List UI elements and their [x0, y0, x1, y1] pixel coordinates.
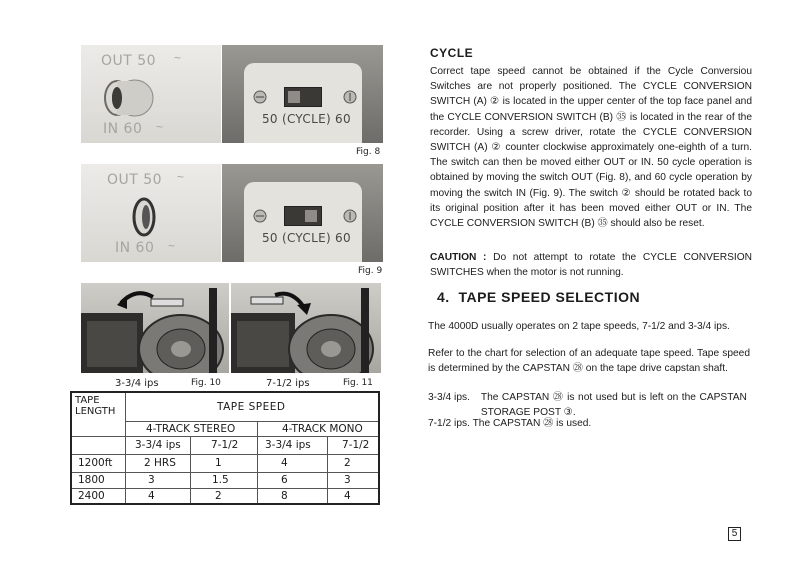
table-row-length: 1200ft — [78, 457, 113, 469]
table-cell: 4 — [281, 457, 288, 469]
cycle-heading: CYCLE — [430, 46, 474, 60]
fig9-knob-photo — [81, 164, 221, 262]
cycle-symbol-icon: ~ — [177, 170, 185, 184]
speed-item-1-speed: 3-3/4 ips. — [428, 392, 470, 403]
caution-label: CAUTION : — [430, 252, 487, 263]
speed-header: 7-1/2 — [211, 439, 239, 451]
table-cell: 3 — [344, 474, 351, 486]
capstan-illustration — [231, 283, 381, 373]
table-cell: 4 — [148, 490, 155, 502]
table-cell: 4 — [344, 490, 351, 502]
speed-item-1-text: The CAPSTAN ㉘ is not used but is left on the CAPSTAN STORAGE POST ③. — [480, 392, 747, 419]
tape-speed-paragraph-2: Refer to the chart for selection of an adequate tape speed. Tape speed is determined by the CAPSTAN ㉘ on the tape drive capstan shaft. — [428, 348, 750, 375]
screw-icon — [252, 89, 268, 105]
tape-speed-paragraph-1: The 4000D usually operates on 2 tape speeds, 7-1/2 and 3-3/4 ips. — [428, 321, 730, 332]
table-cell: 6 — [281, 474, 288, 486]
caution-text: Do not attempt to rotate the CYCLE CONVERSION SWITCHES when the motor is not running. — [430, 252, 752, 279]
stereo-group-header: 4-TRACK STEREO — [146, 423, 236, 435]
speed-item-2-text: The CAPSTAN ㉘ is used. — [472, 418, 592, 429]
table-row-length: 1800 — [78, 474, 105, 486]
tape-speed-title: TAPE SPEED — [217, 401, 286, 413]
cycle-paragraph: Correct tape speed cannot be obtained if the Cycle Conversiou Switches are not properly positioned. The CYCLE CONVERSION SWITCH (A) ② is located in the upper center of the top face panel and the CYCLE CONVERSION SWITCH (B) ㉟ is located in the rear of the recorder. Using a screw driver, rotate the CYCLE CONVERSION SWITCH (A) ② counter clockwise approximately one-eighth of a turn. The switch can then be moved either OUT or IN. 50 cycle operation is obtained by moving the switch OUT (Fig. 8), and 60 cycle operation by moving the switch IN (Fig. 9). The switch ② should be rotated back to its original position after it has been moved either OUT or IN. The CYCLE CONVERSION SWITCH (B) ㉟ should also be reset. — [430, 66, 752, 230]
fig8-switch-photo — [222, 45, 383, 143]
fig8-caption: Fig. 8 — [356, 147, 381, 157]
screw-icon — [252, 208, 268, 224]
table-cell: 8 — [281, 490, 288, 502]
capstan-illustration — [81, 283, 229, 373]
fig9-caption: Fig. 9 — [358, 266, 383, 276]
table-row-length: 2400 — [78, 490, 105, 502]
table-cell: 1 — [215, 457, 222, 469]
knob-in-icon — [129, 192, 159, 242]
fig11-caption: Fig. 11 — [343, 378, 373, 388]
screw-icon — [342, 208, 358, 224]
cycle-switch — [284, 87, 322, 107]
cycle-symbol-icon: ~ — [174, 51, 182, 65]
speed-header: 3-3/4 ips — [265, 439, 311, 451]
fig8-knob-photo — [81, 45, 221, 143]
fig11-speed-label: 7-1/2 ips — [266, 378, 310, 389]
tape-length-header: TAPE LENGTH — [75, 395, 116, 417]
tape-speed-heading: 4. TAPE SPEED SELECTION — [437, 289, 641, 305]
out-50-label: OUT 50 — [101, 53, 157, 69]
caution-block — [430, 250, 752, 280]
speed-header: 3-3/4 ips — [135, 439, 181, 451]
page-number: 5 — [728, 527, 741, 541]
screw-icon — [342, 89, 358, 105]
knob-out-icon — [99, 73, 159, 123]
cycle-symbol-icon: ~ — [168, 239, 176, 253]
mono-group-header: 4-TRACK MONO — [282, 423, 363, 435]
out-50-label: OUT 50 — [107, 172, 163, 188]
cycle-symbol-icon: ~ — [156, 120, 164, 134]
cycle-plate-label: 50 (CYCLE) 60 — [262, 112, 351, 126]
fig10-caption: Fig. 10 — [191, 378, 221, 388]
cycle-switch — [284, 206, 322, 226]
in-60-label: IN 60 — [103, 121, 143, 137]
cycle-plate-label: 50 (CYCLE) 60 — [262, 231, 351, 245]
speed-header: 7-1/2 — [342, 439, 370, 451]
table-cell: 2 HRS — [144, 457, 176, 469]
tape-speed-table — [70, 391, 380, 505]
fig10-capstan-photo — [81, 283, 229, 373]
table-cell: 2 — [344, 457, 351, 469]
in-60-label: IN 60 — [115, 240, 155, 256]
fig11-capstan-photo — [231, 283, 381, 373]
fig9-switch-photo — [222, 164, 383, 262]
table-cell: 2 — [215, 490, 222, 502]
speed-item-2 — [428, 416, 750, 431]
fig10-speed-label: 3-3/4 ips — [115, 378, 159, 389]
table-cell: 3 — [148, 474, 155, 486]
table-cell: 1.5 — [212, 474, 229, 486]
speed-item-2-speed: 7-1/2 ips. — [428, 418, 470, 429]
